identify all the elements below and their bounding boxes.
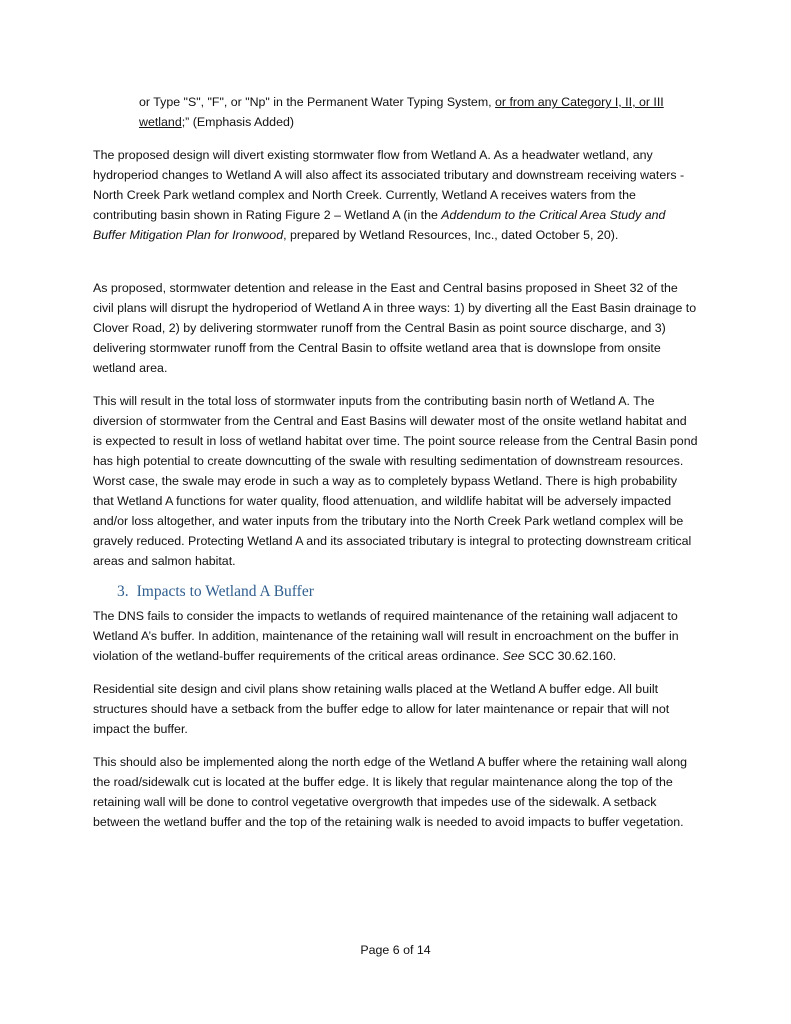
paragraph-text-end: , prepared by Wetland Resources, Inc., dated October 5, 20).	[283, 228, 619, 242]
report-title-italic: Addendum to the Critical Area Study and Buffer Mitigation Plan for Ironwood	[93, 208, 666, 242]
paragraph-headwater	[93, 145, 699, 245]
paragraph-hydroperiod: As proposed, stormwater detention and release in the East and Central basins proposed in Sheet 32 of the civil plans will disrupt the hydroperiod of Wetland A in three ways: 1) by diverting all the East Basin drainage to Clover Road, 2) by delivering stormwater runoff from the Central Basin as point source discharge, and 3) delivering stormwater runoff from the Central Basin to offsite wetland area that is downslope from onsite wetland area.	[93, 281, 697, 375]
block-quote	[139, 92, 699, 132]
paragraph-retaining-walls: Residential site design and civil plans show retaining walls placed at the Wetland A buffer edge. All built structures should have a setback from the buffer edge to allow for later maintenance or repair that will not impact the buffer.	[93, 682, 670, 736]
paragraph-text: The proposed design will divert existing stormwater flow from Wetland A. As a headwater wetland, any hydroperiod changes to Wetland A will also affect its associated tributary and downstream receiving waters - North Creek Park wetland complex and North Creek. Currently, Wetland A receives waters from the contributing basin shown in Rating Figure 2 – Wetland A (in the	[93, 148, 685, 222]
paragraph-dns	[93, 606, 699, 666]
citation-signal-italic: See	[502, 649, 525, 663]
section-heading	[117, 583, 322, 601]
page-number: Page 6 of 14	[360, 943, 431, 957]
quote-underlined-text: or from any Category I, II, or III wetland	[139, 95, 664, 129]
quote-text-end: ;” (Emphasis Added)	[181, 115, 294, 129]
section-number: 3.	[117, 583, 129, 600]
quote-text: or Type "S", "F", or "Np" in the Permanent Water Typing System,	[139, 95, 496, 109]
paragraph-text-end: SCC 30.62.160.	[524, 649, 617, 663]
paragraph-text: The DNS fails to consider the impacts to wetlands of required maintenance of the retaining wall adjacent to Wetland A’s buffer. In addition, maintenance of the retaining wall will result in encroachment on the buffer in violation of the wetland-buffer requirements of the critical areas ordinance.	[93, 609, 679, 663]
paragraph-stormwater-loss: This will result in the total loss of stormwater inputs from the contributing basin north of Wetland A. The diversion of stormwater from the Central and East Basins will dewater most of the onsite wetland habitat and is expected to result in loss of wetland habitat over time. The point source release from the Central Basin pond has high potential to create downcutting of the swale with resulting sedimentation of downstream resources. Worst case, the swale may erode in such a way as to completely bypass Wetland. There is high probability that Wetland A functions for water quality, flood attenuation, and wildlife habitat will be adversely impacted and/or loss altogether, and water inputs from the tributary into the North Creek Park wetland complex will be gravely reduced. Protecting Wetland A and its associated tributary is integral to protecting downstream critical areas and salmon habitat.	[93, 394, 698, 568]
paragraph-north-edge: This should also be implemented along the north edge of the Wetland A buffer where the retaining wall along the road/sidewalk cut is located at the buffer edge. It is likely that regular maintenance along the top of the retaining wall will be done to control vegetative overgrowth that impedes use of the sidewalk. A setback between the wetland buffer and the top of the retaining walk is needed to avoid impacts to buffer vegetation.	[93, 755, 687, 829]
section-title: Impacts to Wetland A Buffer	[136, 583, 314, 600]
